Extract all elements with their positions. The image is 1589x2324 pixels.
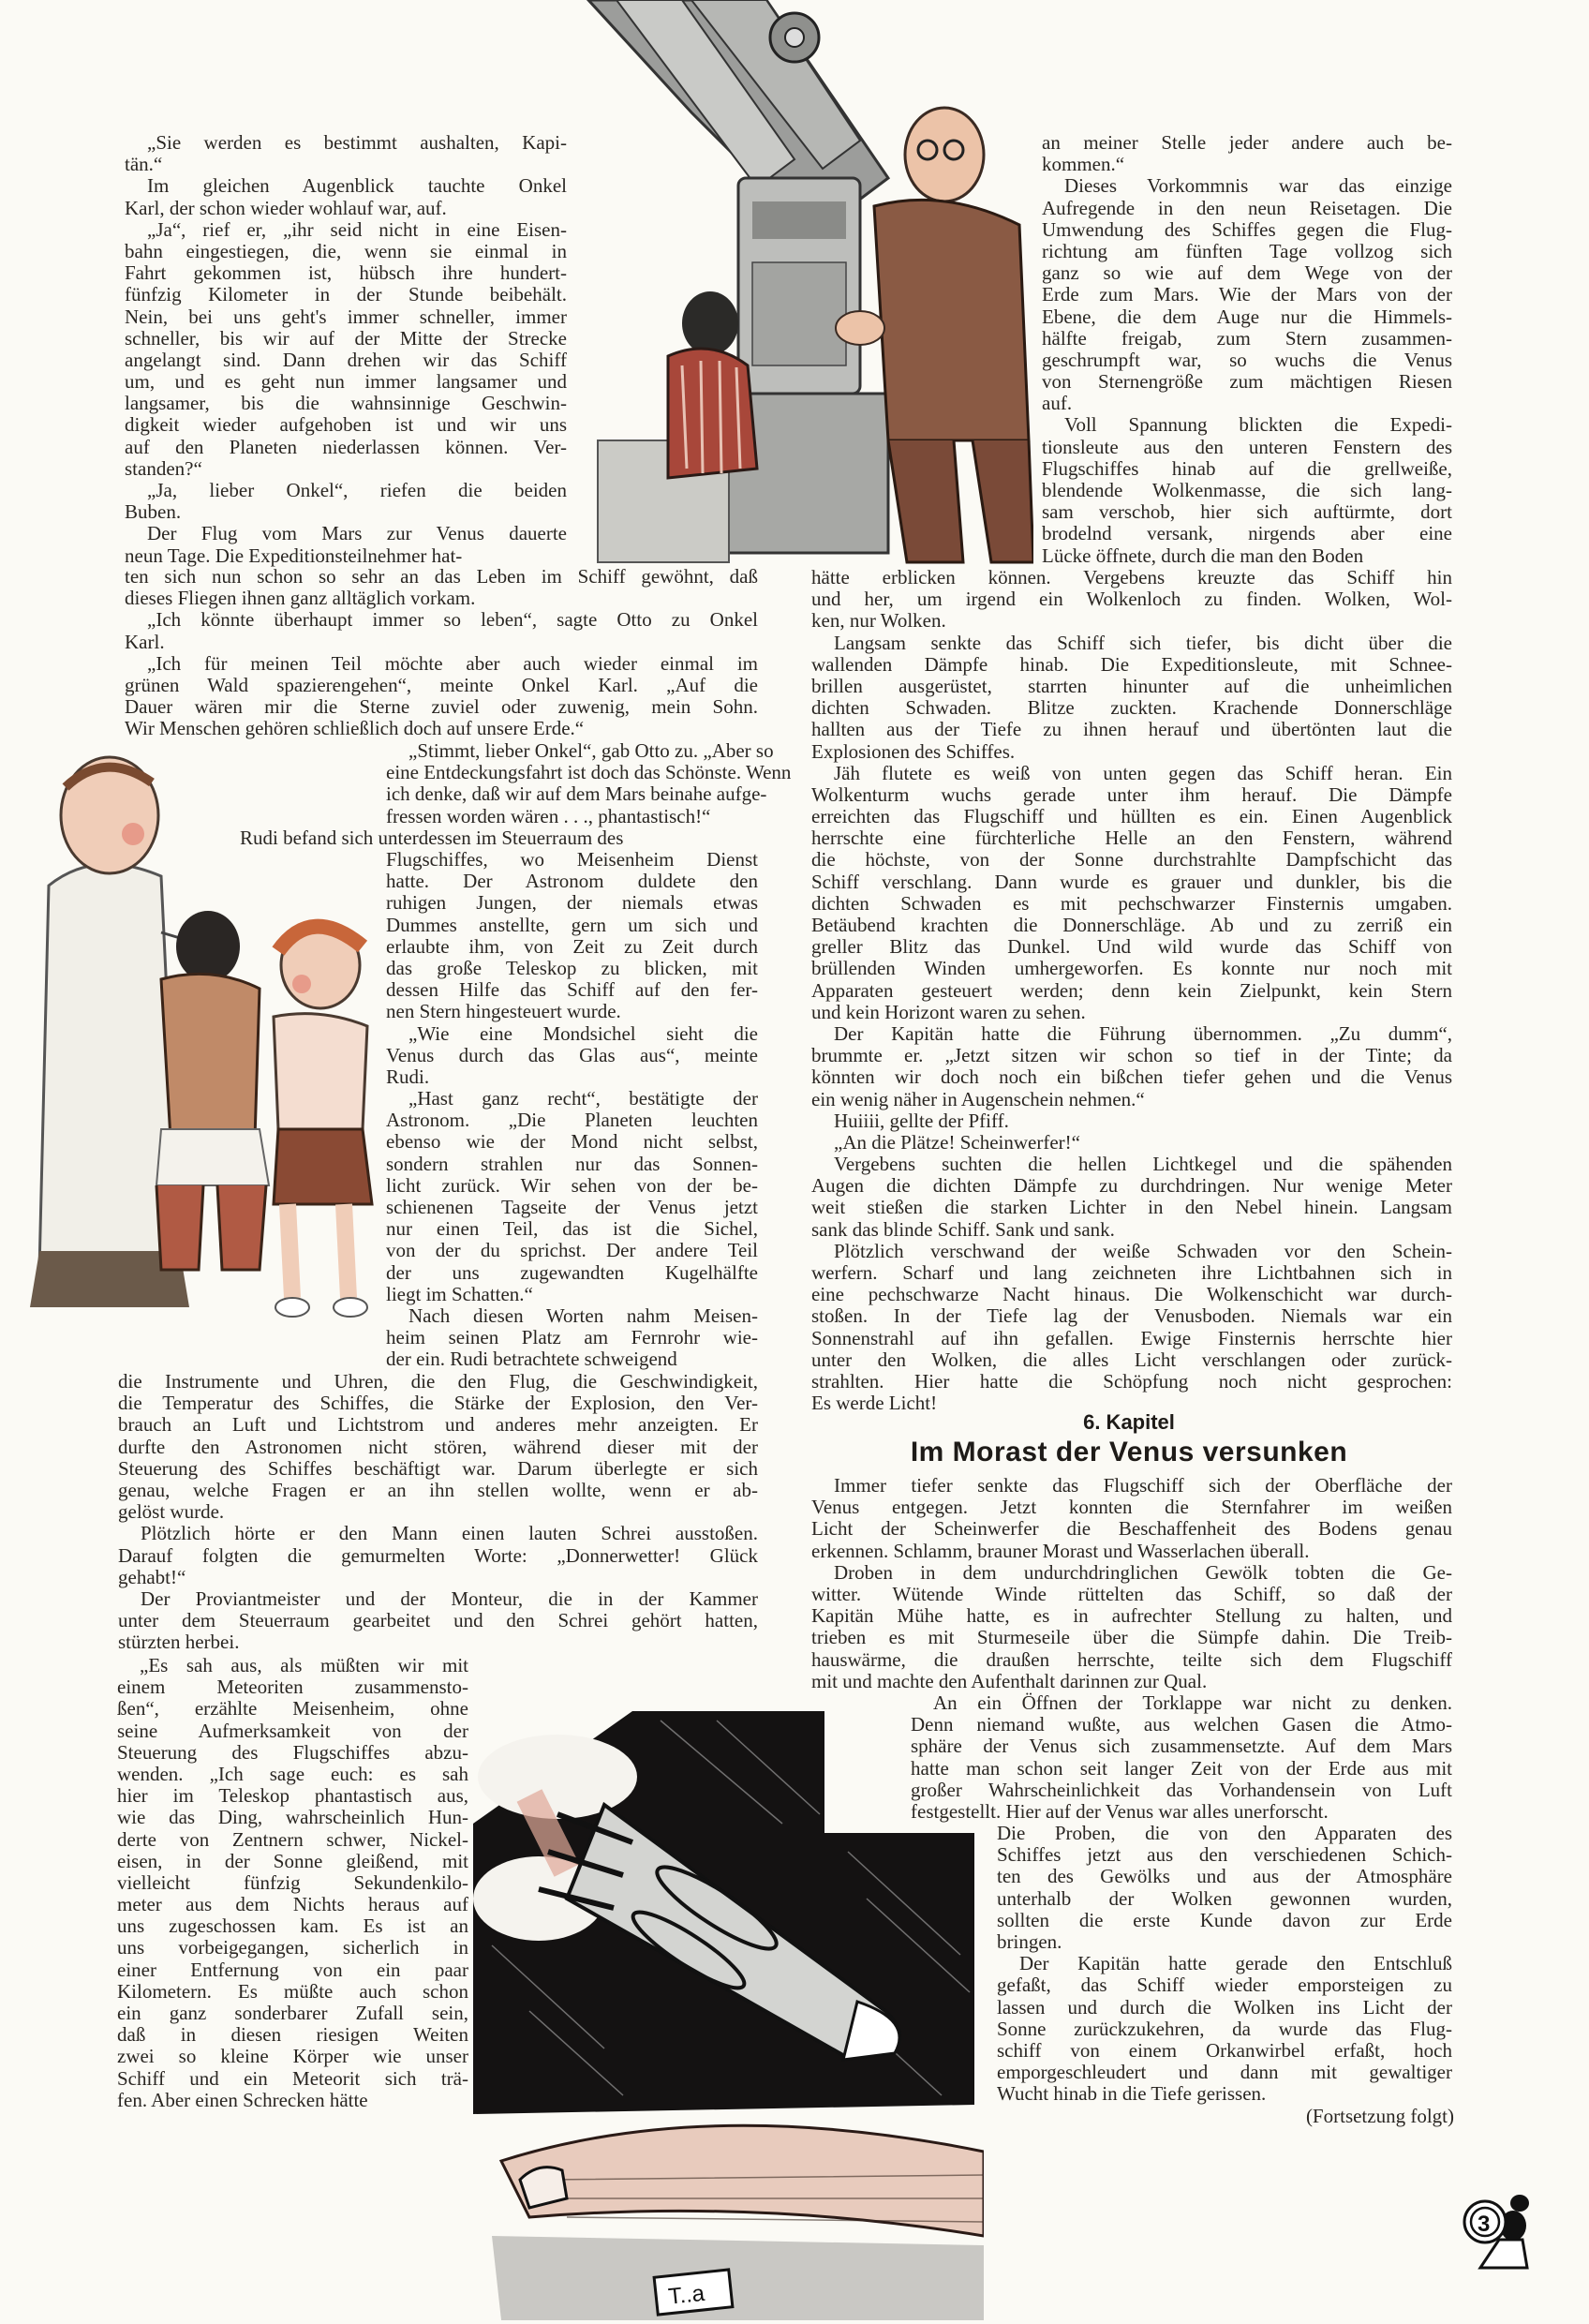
text-line: Nein, bei uns geht's immer schneller, immer xyxy=(125,305,567,328)
text-line: Licht der Scheinwerfer die Beschaffenheit des Bodens genau xyxy=(811,1517,1452,1541)
text-line: „Ich für meinen Teil möchte aber auch wieder einmal im xyxy=(147,651,758,675)
text-line: hallten aus der Tiefe zu ihnen herauf und übertönten laut die xyxy=(811,718,1452,741)
text-line: eine pechschwarze Nacht hinaus. Die Wolkenschicht war durch- xyxy=(811,1283,1452,1306)
doctor-illustration xyxy=(21,745,395,1335)
text-line: Plötzlich verschwand der weiße Schwaden vor den Schein- xyxy=(834,1239,1452,1262)
text-line: brodelnd versank, nirgends aber eine xyxy=(1042,522,1452,545)
text-line: uns zugeschossen kam. Es ist an xyxy=(117,1914,468,1938)
text-line: fen. Aber einen Schrecken hätte xyxy=(117,2088,368,2111)
text-line: Denn niemand wußte, aus welchen Gasen die Atmo- xyxy=(911,1713,1452,1736)
text-line: Wucht hinab in die Tiefe gerissen. xyxy=(997,2082,1267,2106)
text-line: „Stimmt, lieber Onkel“, gab Otto zu. „Aber so xyxy=(408,739,774,762)
text-line: gehabt!“ xyxy=(118,1565,186,1588)
text-line: einem Meteoriten zusammensto- xyxy=(117,1676,468,1699)
text-line: brüllenden Winden umhergeworfen. Es konnte nur noch mit xyxy=(811,957,1452,980)
text-line: richtung am fünften Tage vollzog sich xyxy=(1042,239,1452,262)
text-line: Schiff und ein Meteorit sich trä- xyxy=(117,2066,468,2090)
text-line: hauswärme, die draußen herrschte, teilte sich dem Flugschiff xyxy=(811,1647,1452,1671)
text-line: durfte den Astronomen nicht stören, während dieser mit der xyxy=(118,1435,758,1458)
text-line: stoßen. In der Tiefe lag der Venusboden. Niemals war ein xyxy=(811,1304,1452,1328)
rocket-illustration xyxy=(473,1711,984,2320)
text-line: Erde zum Mars. Wie der Mars von der xyxy=(1042,283,1452,306)
text-line: Steuerung des Flugschiffes abzu- xyxy=(117,1740,468,1764)
text-line: von der du sprichst. Der andere Teil xyxy=(386,1239,758,1262)
text-line: Der Kapitän hatte gerade den Entschluß xyxy=(1019,1952,1452,1975)
text-line: die Temperatur des Schiffes, die Stärke der Explosion, den Ver- xyxy=(118,1392,758,1415)
text-line: Jäh flutete es weiß von unten gegen das Schiff heran. Ein xyxy=(834,761,1452,784)
text-line: grünen Wald spazierengehen“, meinte Onkel Karl. „Auf die xyxy=(125,673,758,696)
text-column-right-chapter xyxy=(811,1475,1452,1692)
text-line: unterhalb der Wolken gewonnen wurden, xyxy=(997,1886,1452,1910)
text-line: erkennen. Schlamm, brauner Morast und Wasserlachen überall. xyxy=(811,1539,1310,1562)
text-line: Karl. xyxy=(125,630,165,653)
text-line: ebenso wie der Mond nicht selbst, xyxy=(386,1130,758,1154)
text-line: Rudi. xyxy=(386,1065,430,1088)
text-line: Venus entgegen. Jetzt konnten die Sternfahrer im weißen xyxy=(811,1496,1452,1519)
text-line: geschrumpft war, so wuchs die Venus xyxy=(1042,348,1452,371)
text-line: sphäre der Venus sich zusammensetzte. Auf dem Mars xyxy=(911,1735,1452,1758)
text-line: auf den Planeten niederlassen können. Ver- xyxy=(125,435,567,458)
text-line: dichten Schwaden es mit pechschwarzer Finsternis umgaben. xyxy=(811,891,1452,915)
text-line: Im gleichen Augenblick tauchte Onkel xyxy=(147,174,567,198)
page-number: 3 xyxy=(1478,2212,1491,2237)
text-column-left-wide-1 xyxy=(125,566,758,740)
text-line: brummte er. „Jetzt sitzen wir schon so tief in der Tinte; da xyxy=(811,1044,1452,1067)
text-column-right-stepped xyxy=(911,1692,1452,1823)
text-line: ich denke, daß wir auf dem Mars beinahe aufge- xyxy=(386,782,767,806)
text-line: schiff von einem Orkanwirbel erfaßt, hoch xyxy=(997,2038,1452,2062)
text-line: und kein Horizont waren zu sehen. xyxy=(811,1000,1086,1023)
text-line: „An die Plätze! Scheinwerfer!“ xyxy=(834,1130,1080,1154)
text-line: sondern strahlen nur das Sonnen- xyxy=(386,1152,758,1175)
continuation-note: (Fortsetzung folgt) xyxy=(1305,2105,1454,2127)
text-line: Dummes anstellte, gern um sich und xyxy=(386,913,758,936)
text-line: ganz so wie auf dem Wege von der xyxy=(1042,261,1452,285)
artist-signature: T..a xyxy=(666,2280,706,2310)
text-line: Ebene, die dem Auge nur die Himmels- xyxy=(1042,305,1452,328)
text-line: langsamer, bis die wahnsinnige Geschwin- xyxy=(125,392,567,415)
text-line: hatte. Der Astronom duldete den xyxy=(386,870,758,893)
text-line: „Sie werden es bestimmt aushalten, Kapi- xyxy=(147,131,567,154)
text-line: ein wenig näher in Augenschein nehmen.“ xyxy=(811,1087,1145,1110)
text-line: derte von Zentnern schwer, Nickel- xyxy=(117,1827,468,1851)
chapter-number: 6. Kapitel xyxy=(1083,1410,1175,1434)
text-line: stürzten herbei. xyxy=(118,1631,240,1654)
text-line: strahlten. Hier hatte die Schöpfung noch nicht gesprochen: xyxy=(811,1369,1452,1393)
text-line: Rudi befand sich unterdessen im Steuerraum des xyxy=(240,827,624,849)
text-line: Huiiii, gellte der Pfiff. xyxy=(834,1109,1009,1132)
text-line: Droben in dem undurchdringlichen Gewölk tobten die Ge- xyxy=(834,1560,1452,1584)
text-column-left-bottom xyxy=(117,1655,468,2111)
text-line: Es werde Licht! xyxy=(811,1392,938,1415)
text-line: mit und machte den Aufenthalt darinnen zur Qual. xyxy=(811,1669,1208,1692)
text-line: um, und es geht nun immer langsamer und xyxy=(125,370,567,394)
text-line: „Ich könnte überhaupt immer so leben“, sagte Otto zu Onkel xyxy=(147,608,758,632)
text-line: bahn eingestiegen, die, wenn sie einmal in xyxy=(125,239,567,262)
text-line: sank das blinde Schiff. Sank und sank. xyxy=(811,1217,1115,1241)
text-line: An ein Öffnen der Torklappe war nicht zu denken. xyxy=(933,1691,1452,1714)
chapter-title: Im Morast der Venus versunken xyxy=(910,1437,1348,1467)
text-line: bringen. xyxy=(997,1929,1062,1953)
text-line: „Hast ganz recht“, bestätigte der xyxy=(408,1087,758,1110)
text-line: Schiff verschlang. Dann wurde es grauer und dunkler, bis die xyxy=(811,870,1452,893)
text-line: nen Stern hingesteuert wurde. xyxy=(386,1000,621,1023)
text-line: gelöst wurde. xyxy=(118,1500,225,1524)
text-line: Wolkenturm wuchs gerade unter ihm herauf. Die Dämpfe xyxy=(811,782,1452,806)
text-line: einer Entfernung von ein paar xyxy=(117,1958,468,1981)
text-line: die höchste, von der Sonne durchstrahlte Dampfschicht das xyxy=(811,848,1452,872)
text-line: Sonne zurückzukehren, da wurde das Flug- xyxy=(997,2017,1452,2040)
text-line: das große Teleskop zu blicken, mit xyxy=(386,956,758,979)
text-line: angelangt sind. Dann drehen wir das Schiff xyxy=(125,348,567,371)
text-line: Flugschiffes hinab auf die grellweiße, xyxy=(1042,456,1452,480)
text-line: Fahrt gekommen ist, hübsch ihre hundert- xyxy=(125,261,567,285)
text-line: neun Tage. Die Expeditionsteilnehmer hat- xyxy=(125,544,463,567)
text-line: heim seinen Platz am Fernrohr wie- xyxy=(386,1326,758,1349)
text-line: uns vorbeigegangen, sicherlich in xyxy=(117,1936,468,1959)
text-column-left-wide-2 xyxy=(118,1371,758,1653)
text-line: emporgeschleudert und dann mit gewaltiger xyxy=(997,2061,1452,2084)
text-line: großer Wahrscheinlichkeit das Vorhandensein von Luft xyxy=(911,1778,1452,1801)
text-line: wie das Ding, wahrscheinlich Hun- xyxy=(117,1806,468,1829)
text-line: Explosionen des Schiffes. xyxy=(811,739,1016,763)
text-line: dessen Hilfe das Schiff auf den fer- xyxy=(386,978,758,1002)
text-line: festgestellt. Hier auf der Venus war alles unerforscht. xyxy=(911,1799,1329,1823)
text-line: Apparaten gesteuert werden; denn kein Zielpunkt, kein Stern xyxy=(811,978,1452,1002)
text-line: dieses Fliegen ihnen ganz alltäglich vorkam. xyxy=(125,587,476,610)
text-line: liegt im Schatten.“ xyxy=(386,1282,533,1305)
text-line: Nach diesen Worten nahm Meisen- xyxy=(408,1304,758,1327)
text-line: Buben. xyxy=(125,500,182,524)
text-line: „Es sah aus, als müßten wir mit xyxy=(140,1654,468,1676)
text-line: werfern. Scharf und lang zeichneten ihre Lichtbahnen sich in xyxy=(811,1261,1452,1284)
text-line: witter. Wütende Winde rüttelten das Schiff, so daß der xyxy=(811,1582,1452,1605)
text-column-left-narrow-1 xyxy=(386,739,792,827)
text-line: Sonnenstrahl auf ihn gefallen. Ewige Finsternis herrschte hier xyxy=(811,1326,1452,1349)
text-line: wenden. „Ich sage euch: es sah xyxy=(117,1762,468,1785)
text-line: greller Blitz das Dunkel. Und wild wurde das Schiff von xyxy=(811,935,1452,959)
text-line: unter dem Steuerraum gearbeitet und den Schrei gehört hatten, xyxy=(118,1609,758,1632)
text-line: gefaßt, das Schiff wieder emporsteigen zu xyxy=(997,1974,1452,1997)
text-line: herrschte eine fürchterliche Helle an den Fenstern, während xyxy=(811,827,1452,850)
text-column-right-narrow xyxy=(997,1823,1452,2105)
text-line: Kapitän Mühe hatte, es in aufrechter Stellung zu halten, und xyxy=(811,1604,1452,1628)
text-line: „Wie eine Mondsichel sieht die xyxy=(408,1021,758,1045)
text-line: ken, nur Wolken. xyxy=(811,609,946,633)
text-line: Umwendung des Schiffes gegen die Flug- xyxy=(1042,217,1452,241)
text-line: Vergebens suchten die hellen Lichtkegel und die spähenden xyxy=(834,1153,1452,1176)
text-line: der ein. Rudi betrachtete schweigend xyxy=(386,1348,677,1371)
text-line: vielleicht fünfzig Sekundenkilo- xyxy=(117,1870,468,1894)
text-line: Steuerung des Schiffes beschäftigt war. Darum überlegte er sich xyxy=(118,1456,758,1480)
text-line: ßen“, erzählte Meisenheim, ohne xyxy=(117,1697,468,1721)
text-line: tän.“ xyxy=(125,153,163,176)
text-line: Flugschiffes, wo Meisenheim Dienst xyxy=(386,848,758,871)
text-line: dichten Schwaden. Blitze zuckten. Krachende Donnerschläge xyxy=(811,696,1452,720)
text-line: schienenen Tagseite der Venus jetzt xyxy=(386,1196,758,1218)
text-line: ein ganz sonderbarer Zufall sein, xyxy=(117,2002,468,2024)
text-line: Kilometern. Es müßte auch schon xyxy=(117,1979,468,2003)
text-line: Astronom. „Die Planeten leuchten xyxy=(386,1109,758,1132)
text-line: eine Entdeckungsfahrt ist doch das Schönste. Wenn xyxy=(386,761,792,784)
text-line: hätte erblicken können. Vergebens kreuzte das Schiff hin xyxy=(811,566,1452,588)
text-line: könnten wir doch noch ein bißchen tiefer gehen und die Venus xyxy=(811,1065,1452,1089)
text-line: wallenden Dämpfe hinab. Die Expeditionsleute, mit Schnee- xyxy=(811,652,1452,676)
text-line: Augen die dichten Dämpfe zu durchdringen. Nur wenige Meter xyxy=(811,1174,1452,1198)
text-line: Langsam senkte das Schiff sich tiefer, bis dicht über die xyxy=(834,631,1452,654)
text-line: Schiffes jetzt aus den verschiedenen Schich- xyxy=(997,1843,1452,1867)
text-column-right-top xyxy=(1042,132,1452,567)
text-line: brillen ausgerüstet, starrten hinunter auf die unheimlichen xyxy=(811,674,1452,697)
text-line: „Ja“, rief er, „ihr seid nicht in eine Eisen- xyxy=(147,217,567,241)
text-line: zwei so kleine Körper wie unser xyxy=(117,2045,468,2068)
text-line: erlaubte ihm, von Zeit zu Zeit durch xyxy=(386,934,758,958)
text-line: und her, um irgend ein Wolkenloch zu finden. Wolken, Wol- xyxy=(811,588,1452,611)
text-line: fünfzig Kilometer in der Stunde beibehält. xyxy=(125,283,567,306)
text-line: erreichten das Flugschiff und hüllten es ein. Einen Augenblick xyxy=(811,805,1452,828)
text-column-left-narrow-3 xyxy=(386,849,758,1371)
text-column-right-wide xyxy=(811,567,1452,1414)
text-line: kommen.“ xyxy=(1042,153,1125,176)
text-line: Wir Menschen gehören schließlich doch auf unsere Erde.“ xyxy=(125,717,585,740)
text-line: ruhigen Jungen, der niemals etwas xyxy=(386,891,758,915)
text-line: weit stießen die starken Lichter in den Nebel hinein. Langsam xyxy=(811,1196,1452,1219)
text-line: ten des Gewölks und aus der Atmosphäre xyxy=(997,1865,1452,1888)
text-line: schneller, bis wir auf der Mitte der Strecke xyxy=(125,326,567,350)
text-line: eisen, in der Sonne gleißend, mit xyxy=(117,1849,468,1872)
text-line: auf. xyxy=(1042,392,1073,415)
text-line: daß in diesen riesigen Weiten xyxy=(117,2023,468,2047)
telescope-illustration xyxy=(579,0,1033,572)
text-line: die Instrumente und Uhren, die den Flug, die Geschwindigkeit, xyxy=(118,1370,758,1393)
text-line: der uns zugewandten Kugelhälfte xyxy=(386,1260,758,1284)
text-line: tionsleute aus den unteren Fenstern des xyxy=(1042,435,1452,458)
text-line: ten sich nun schon so sehr an das Leben im Schiff gewöhnt, daß xyxy=(125,565,758,588)
text-line: standen?“ xyxy=(125,456,202,480)
text-line: Der Proviantmeister und der Monteur, die in der Kammer xyxy=(141,1587,758,1610)
text-line: lassen und durch die Wolken ins Licht der xyxy=(997,1995,1452,2019)
text-line: nur einen Teil, das ist die Sichel, xyxy=(386,1217,758,1241)
text-line: „Ja, lieber Onkel“, riefen die beiden xyxy=(147,479,567,501)
text-line: blendende Wolkenmasse, die sich lang- xyxy=(1042,479,1452,501)
text-column-left-top xyxy=(125,132,567,567)
text-line: hatte man schon seit langer Zeit von der Erde aus mit xyxy=(911,1756,1452,1780)
text-line: Immer tiefer senkte das Flugschiff sich der Oberfläche der xyxy=(834,1474,1452,1497)
text-line: meter aus dem Nichts heraus auf xyxy=(117,1893,468,1916)
text-line: Der Kapitän hatte die Führung übernommen. „Zu dumm“, xyxy=(834,1021,1452,1045)
text-line: trieben es mit Sturmeseile über die Sümpfe dahin. Die Treib- xyxy=(811,1626,1452,1649)
text-line: Die Proben, die von den Apparaten des xyxy=(997,1822,1452,1844)
text-line: Karl, der schon wieder wohlauf war, auf. xyxy=(125,196,447,219)
text-line: Darauf folgten die gemurmelten Worte: „Donnerwetter! Glück xyxy=(118,1543,758,1567)
text-line: Dieses Vorkommnis war das einzige xyxy=(1064,174,1452,198)
text-line: genau, welche Fragen er an ihn stellen wollte, wenn er ab- xyxy=(118,1478,758,1501)
text-line: Aufregende in den neun Reisetagen. Die xyxy=(1042,196,1452,219)
text-line: seine Aufmerksamkeit von der xyxy=(117,1719,468,1742)
text-line: hier im Teleskop phantastisch aus, xyxy=(117,1784,468,1808)
text-line: Plötzlich hörte er den Mann einen lauten Schrei ausstoßen. xyxy=(141,1522,758,1545)
text-line: von Sternengröße zum mächtigen Riesen xyxy=(1042,370,1452,394)
text-line: an meiner Stelle jeder andere auch be- xyxy=(1042,131,1452,154)
text-line: licht zurück. Wir sehen von der be- xyxy=(386,1173,758,1197)
text-line: fressen worden wären . . ., phantastisch!“ xyxy=(386,804,711,827)
text-line: unter den Wolken, die alles Licht verschlangen oder zurück- xyxy=(811,1348,1452,1371)
text-line: brauch an Luft und Lichtstrom und anderes mehr anzeigten. Er xyxy=(118,1413,758,1437)
text-line: Der Flug vom Mars zur Venus dauerte xyxy=(147,522,567,545)
text-line: sam verschob, hier sich auftürmte, dort xyxy=(1042,500,1452,524)
text-line: Betäubend krachten die Donnerschläge. Ab und zu zerriß ein xyxy=(811,914,1452,936)
text-line: sollten die erste Kunde davon zur Erde xyxy=(997,1908,1452,1931)
text-line: Dauer wären mir die Sterne zuviel oder zuwenig, mein Sohn. xyxy=(125,695,758,719)
text-line: Voll Spannung blickten die Expedi- xyxy=(1064,413,1452,437)
page-number-badge xyxy=(1457,2188,1541,2272)
text-line: Lücke öffnete, durch die man den Boden xyxy=(1042,544,1364,567)
text-line: hälfte freigab, zum Stern zusammen- xyxy=(1042,326,1452,350)
text-line: Venus durch das Glas aus“, meinte xyxy=(386,1043,758,1066)
text-line: digkeit wieder aufgehoben ist und wir uns xyxy=(125,413,567,437)
